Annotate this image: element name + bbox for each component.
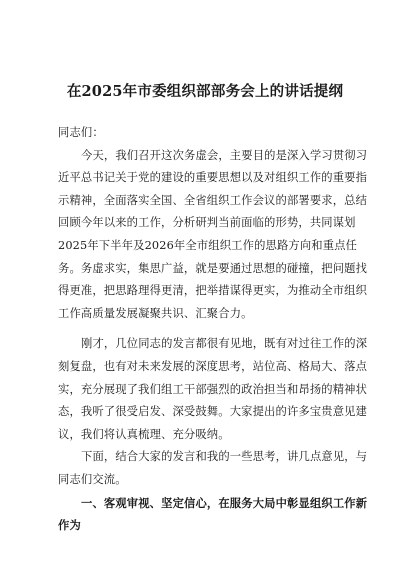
paragraph-2-line: 态，我听了很受启发、深受鼓舞。大家提出的许多宝贵意见建: [58, 405, 368, 419]
section-heading-1-line: 作为: [58, 518, 81, 533]
paragraph-2-line: 刚才，几位同志的发言都很有见地，既有对过往工作的深: [81, 337, 368, 351]
paragraph-1-line: 工作高质量发展凝聚共识、汇聚合力。: [58, 306, 253, 320]
document-title: 在2025年市委组织部部务会上的讲话提纲: [66, 83, 344, 100]
paragraph-2-line: 实，充分展现了我们组工干部强烈的政治担当和昂扬的精神状: [58, 382, 368, 396]
paragraph-1-line: 近平总书记关于党的建设的重要思想以及对组织工作的重要指: [58, 171, 368, 185]
paragraph-3-line: 同志们交流。: [58, 472, 127, 486]
paragraph-1-line: 得更准，把思路理得更清，把举措谋得更实，为推动全市组织: [58, 284, 368, 298]
salutation: 同志们：: [58, 126, 104, 139]
document-body: [58, 122, 368, 537]
paragraph-1-line: 回顾今年以来的工作，分析研判当前面临的形势，共同谋划: [58, 216, 356, 230]
paragraph-1-line: 今天，我们召开这次务虚会，主要目的是深入学习贯彻习: [81, 148, 368, 162]
paragraph-1-line: 2025年下半年及2026年全市组织工作的思路方向和重点任: [58, 238, 358, 252]
paragraph-1-line: 示精神，全面落实全国、全省组织工作会议的部署要求，总结: [58, 193, 368, 207]
paragraph-1-line: 务。务虚求实，集思广益，就是要通过思想的碰撞，把问题找: [58, 261, 368, 275]
section-heading-1-line: 一、客观审视、坚定信心，在服务大局中彰显组织工作新: [81, 495, 368, 510]
paragraph-3-line: 下面，结合大家的发言和我的一些思考，讲几点意见，与: [81, 450, 368, 464]
paragraph-2-line: 议，我们将认真梳理、充分吸纳。: [58, 427, 230, 441]
paragraph-2-line: 刻复盘，也有对未来发展的深度思考，站位高、格局大、落点: [58, 359, 368, 373]
